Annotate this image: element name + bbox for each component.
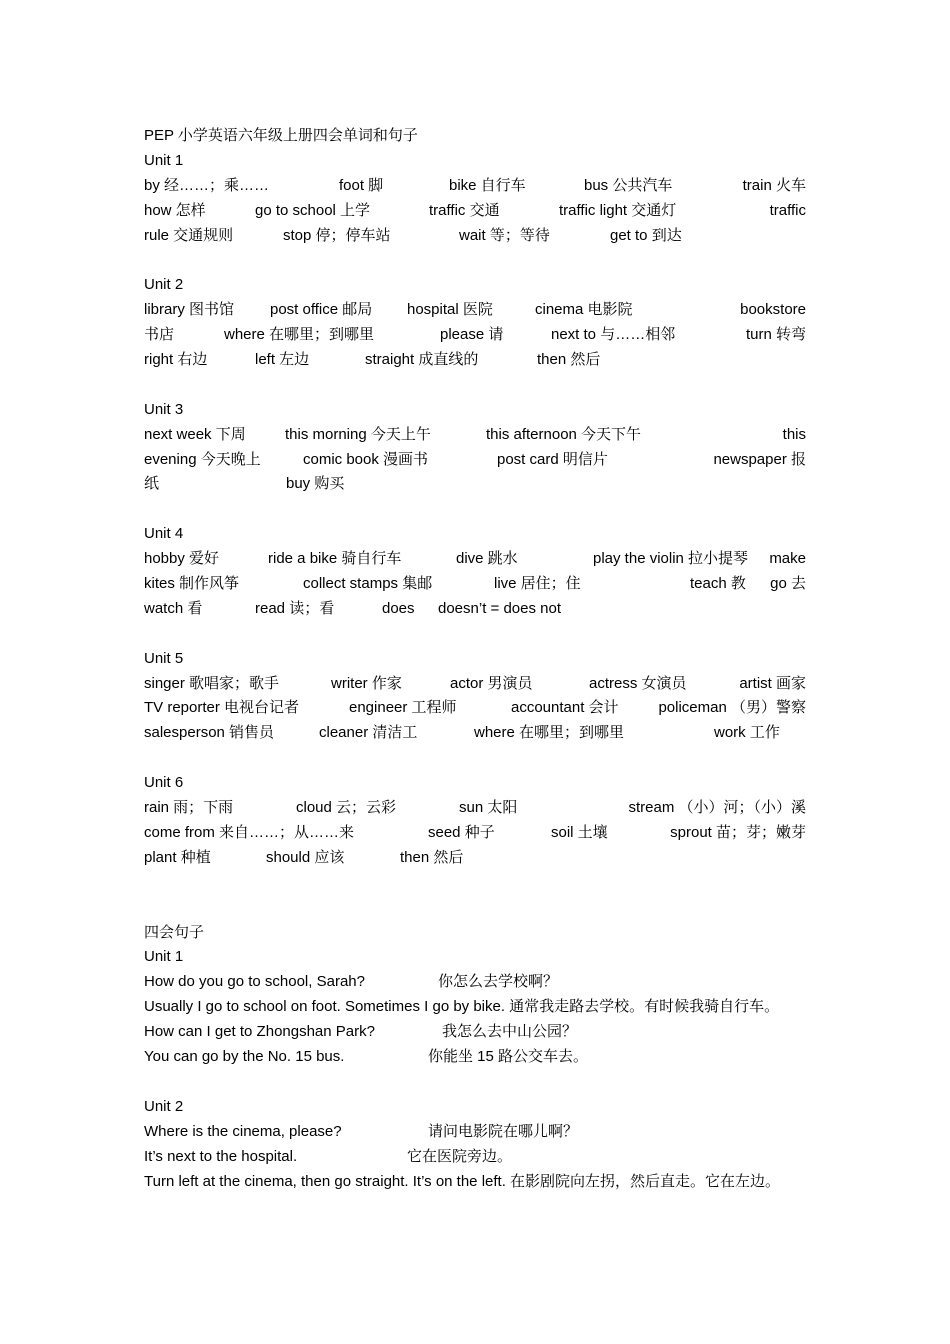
word-item: collect stamps 集邮 <box>303 575 433 593</box>
sentence-english: You can go by the No. 15 bus. <box>144 1047 345 1065</box>
word-item: library 图书馆 <box>144 301 235 319</box>
sentence-english: How do you go to school, Sarah? <box>144 973 365 991</box>
unit4-words-line3 <box>144 597 806 622</box>
sentence-chinese: 你怎么去学校啊？ <box>438 973 559 991</box>
word-item: go 去 <box>770 575 806 593</box>
word-item: left 左边 <box>255 351 310 369</box>
word-item: cinema 电影院 <box>535 301 633 319</box>
unit2-heading: Unit 2 <box>144 276 184 294</box>
word-item: doesn’t = does not <box>438 599 562 617</box>
sentence-chinese: 我怎么去中山公园？ <box>442 1023 578 1041</box>
word-item: bike 自行车 <box>449 176 526 194</box>
word-item: ride a bike 骑自行车 <box>268 550 402 568</box>
unit6-words-line1 <box>144 796 806 821</box>
word-item: straight 成直线的 <box>365 351 479 369</box>
sentence-english: It’s next to the hospital. <box>144 1147 298 1165</box>
word-item: this afternoon 今天下午 <box>486 425 642 443</box>
document-title: PEP 小学英语六年级上册四会单词和句子 <box>144 127 418 144</box>
sentences-heading: 四会句子 <box>144 923 205 941</box>
unit3-words-line3 <box>144 472 806 497</box>
unit5-words-line2 <box>144 696 806 721</box>
unit6-words-line3 <box>144 846 806 871</box>
word-item: newspaper 报 <box>713 450 806 468</box>
word-item: how 怎样 <box>144 201 206 219</box>
word-item: does <box>382 599 415 617</box>
word-item: train 火车 <box>742 176 806 194</box>
word-item: get to 到达 <box>610 226 682 244</box>
unit1-heading: Unit 1 <box>144 151 184 169</box>
word-item: make <box>769 550 806 568</box>
word-item: traffic light 交通灯 <box>559 201 677 219</box>
word-item: wait 等；等待 <box>459 226 550 244</box>
sentence <box>144 970 806 995</box>
unit2-words-line2 <box>144 323 806 348</box>
word-item: TV reporter 电视台记者 <box>144 699 300 717</box>
word-item: live 居住；住 <box>494 575 581 593</box>
word-item: where 在哪里；到哪里 <box>224 326 375 344</box>
word-item: cloud 云；云彩 <box>296 799 397 817</box>
word-item: watch 看 <box>144 599 203 617</box>
word-item: singer 歌唱家；歌手 <box>144 674 280 692</box>
word-item: read 读；看 <box>255 599 335 617</box>
sentence-chinese: 请问电影院在哪儿啊？ <box>428 1122 579 1140</box>
word-item: rule 交通规则 <box>144 226 234 244</box>
word-item: stream （小）河；（小）溪 <box>628 799 806 817</box>
word-item: sprout 苗；芽；嫩芽 <box>670 823 806 841</box>
word-item: go to school 上学 <box>255 201 371 219</box>
word-item: foot 脚 <box>339 176 384 194</box>
unit3-words-line2 <box>144 448 806 473</box>
word-item: bookstore <box>740 301 806 319</box>
word-item: this <box>782 425 806 443</box>
sentence-chinese: 它在医院旁边。 <box>407 1147 513 1165</box>
word-item: actress 女演员 <box>589 674 687 692</box>
word-item: traffic <box>769 201 806 219</box>
word-item: play the violin 拉小提琴 <box>593 550 749 568</box>
word-item: post card 明信片 <box>497 450 608 468</box>
word-item: sun 太阳 <box>459 799 518 817</box>
sentence <box>144 1045 806 1070</box>
word-item: accountant 会计 <box>511 699 619 717</box>
unit4-heading: Unit 4 <box>144 525 184 543</box>
sentences-unit1-heading: Unit 1 <box>144 948 184 966</box>
unit5-heading: Unit 5 <box>144 649 184 667</box>
word-item: seed 种子 <box>428 823 495 841</box>
unit4-words-line2 <box>144 572 806 597</box>
word-item: kites 制作风筝 <box>144 575 240 593</box>
word-item: turn 转弯 <box>745 326 806 344</box>
word-item: salesperson 销售员 <box>144 724 275 742</box>
word-item: post office 邮局 <box>270 301 373 319</box>
word-item: rain 雨；下雨 <box>144 799 234 817</box>
word-item: come from 来自……；从……来 <box>144 823 355 841</box>
word-item: evening 今天晚上 <box>144 450 261 468</box>
word-item: should 应该 <box>266 848 345 866</box>
word-item: soil 土壤 <box>551 823 608 841</box>
word-item: then 然后 <box>537 351 601 369</box>
unit2-words-line1 <box>144 298 806 323</box>
word-item: buy 购买 <box>286 475 345 493</box>
word-item: 纸 <box>144 475 160 493</box>
unit2-words-line3 <box>144 348 806 373</box>
unit3-heading: Unit 3 <box>144 400 184 418</box>
unit3-words-line1 <box>144 423 806 448</box>
unit1-words-line2 <box>144 199 806 224</box>
sentence <box>144 1020 806 1045</box>
word-item: engineer 工程师 <box>349 699 457 717</box>
word-item: right 右边 <box>144 351 208 369</box>
word-item: hospital 医院 <box>407 301 493 319</box>
word-item: bus 公共汽车 <box>584 176 673 194</box>
word-item: cleaner 清洁工 <box>319 724 418 742</box>
unit1-words-line1 <box>144 174 806 199</box>
document-page <box>144 124 806 1194</box>
word-item: next to 与……相邻 <box>551 326 676 344</box>
word-item: then 然后 <box>400 848 464 866</box>
sentence <box>144 1145 806 1170</box>
word-item: hobby 爱好 <box>144 550 220 568</box>
sentences-unit2-heading: Unit 2 <box>144 1097 184 1115</box>
sentence-english: How can I get to Zhongshan Park? <box>144 1023 375 1041</box>
word-item: traffic 交通 <box>429 201 500 219</box>
word-item: comic book 漫画书 <box>303 450 429 468</box>
sentence: Turn left at the cinema, then go straight. It’s on the left. 在影剧院向左拐，然后直走。它在左边。 <box>144 1173 781 1191</box>
sentence <box>144 1120 806 1145</box>
word-item: artist 画家 <box>739 674 806 692</box>
sentence: Usually I go to school on foot. Sometimes I go by bike. 通常我走路去学校。有时候我骑自行车。 <box>144 998 780 1016</box>
word-item: this morning 今天上午 <box>285 425 431 443</box>
word-item: please 请 <box>440 326 504 344</box>
word-item: dive 跳水 <box>456 550 518 568</box>
unit6-words-line2 <box>144 821 806 846</box>
word-item: actor 男演员 <box>450 674 533 692</box>
unit1-words-line3 <box>144 224 806 249</box>
unit4-words-line1 <box>144 547 806 572</box>
unit5-words-line3 <box>144 721 806 746</box>
word-item: writer 作家 <box>331 674 402 692</box>
sentence-chinese: 你能坐 15 路公交车去。 <box>428 1047 589 1065</box>
word-item: policeman （男）警察 <box>658 699 806 717</box>
word-item: teach 教 <box>690 575 746 593</box>
word-item: next week 下周 <box>144 425 246 443</box>
sentence-english: Where is the cinema, please? <box>144 1122 342 1140</box>
word-item: by 经……；乘…… <box>144 176 270 194</box>
word-item: where 在哪里；到哪里 <box>474 724 625 742</box>
word-item: 书店 <box>144 326 175 344</box>
unit6-heading: Unit 6 <box>144 774 184 792</box>
word-item: work 工作 <box>714 724 780 742</box>
word-item: stop 停；停车站 <box>283 226 391 244</box>
unit5-words-line1 <box>144 672 806 697</box>
word-item: plant 种植 <box>144 848 211 866</box>
